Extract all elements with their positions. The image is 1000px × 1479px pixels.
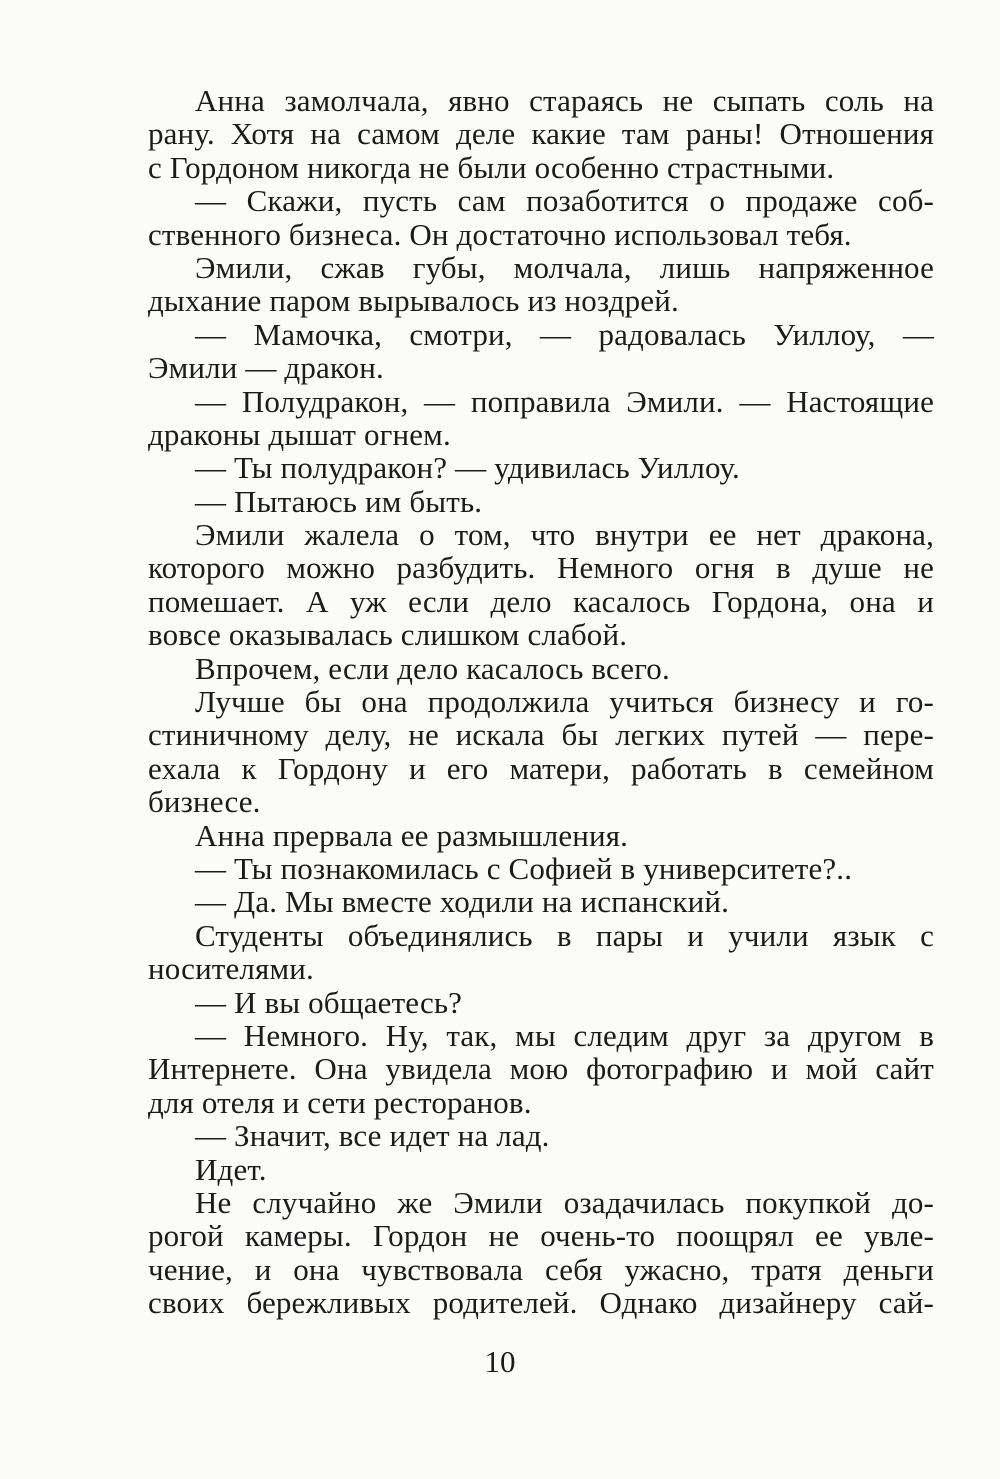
text-line: — Мамочка, смотри, — радовалась Уиллоу, — — [195, 316, 934, 352]
text-line: — Скажи, пусть сам позаботится о продаже соб- — [195, 183, 934, 219]
text-line: бизнесе. — [148, 784, 261, 820]
text-line: Эмили жалела о том, что внутри ее нет дракона, — [195, 517, 934, 553]
text-line: носителями. — [148, 951, 314, 987]
text-line: рану. Хотя на самом деле какие там раны! Отношения — [148, 116, 934, 152]
text-line: — Полудракон, — поправила Эмили. — Настоящие — [195, 383, 934, 419]
text-line: помешает. А уж если дело касалось Гордона, она и — [148, 583, 934, 619]
text-line: Анна замолчала, явно стараясь не сыпать соль на — [195, 83, 934, 118]
text-line: вовсе оказывалась слишком слабой. — [148, 617, 628, 653]
text-line: рогой камеры. Гордон не очень-то поощрял ее увле- — [148, 1218, 934, 1254]
text-line: Анна прервала ее размышления. — [195, 817, 629, 853]
text-line: дыхание паром вырывалось из ноздрей. — [148, 283, 679, 319]
text-line: для отеля и сети ресторанов. — [148, 1084, 532, 1120]
text-line: — Ты познакомилась с Софией в университете?.. — [195, 850, 853, 886]
text-line: — Немного. Ну, так, мы следим друг за другом в — [195, 1017, 934, 1053]
text-line: Студенты объединялись в пары и учили язык с — [195, 917, 934, 953]
text-line: Идет. — [195, 1151, 267, 1187]
text-line: с Гордоном никогда не были особенно страстными. — [148, 149, 835, 185]
text-line: Интернете. Она увидела мою фотографию и мой сайт — [148, 1051, 934, 1087]
page-number: 10 — [484, 1344, 516, 1379]
text-line: Лучше бы она продолжила учиться бизнесу и го- — [195, 684, 934, 720]
text-line: — Ты полудракон? — удивилась Уиллоу. — [195, 450, 740, 486]
text-line: стиничному делу, не искала бы легких путей — пере- — [148, 717, 934, 753]
text-line: — Да. Мы вместе ходили на испанский. — [195, 884, 730, 920]
text-line: ственного бизнеса. Он достаточно использовал тебя. — [148, 216, 852, 252]
text-line: которого можно разбудить. Немного огня в душе не — [148, 550, 934, 586]
text-line: Не случайно же Эмили озадачилась покупкой до- — [195, 1184, 934, 1220]
text-line: драконы дышат огнем. — [148, 416, 451, 452]
text-line: — И вы общаетесь? — [195, 984, 463, 1020]
text-line: чение, и она чувствовала себя ужасно, тратя деньги — [148, 1251, 934, 1287]
text-line: Впрочем, если дело касалось всего. — [195, 650, 670, 686]
text-line: своих бережливых родителей. Однако дизайнеру сай- — [148, 1285, 934, 1321]
text-line: Эмили, сжав губы, молчала, лишь напряженное — [195, 249, 934, 285]
text-line: Эмили — дракон. — [148, 350, 384, 386]
text-line: ехала к Гордону и его матери, работать в семейном — [148, 750, 934, 786]
text-line: — Значит, все идет на лад. — [195, 1118, 550, 1154]
text-line: — Пытаюсь им быть. — [195, 483, 483, 519]
page-body — [148, 84, 934, 1319]
